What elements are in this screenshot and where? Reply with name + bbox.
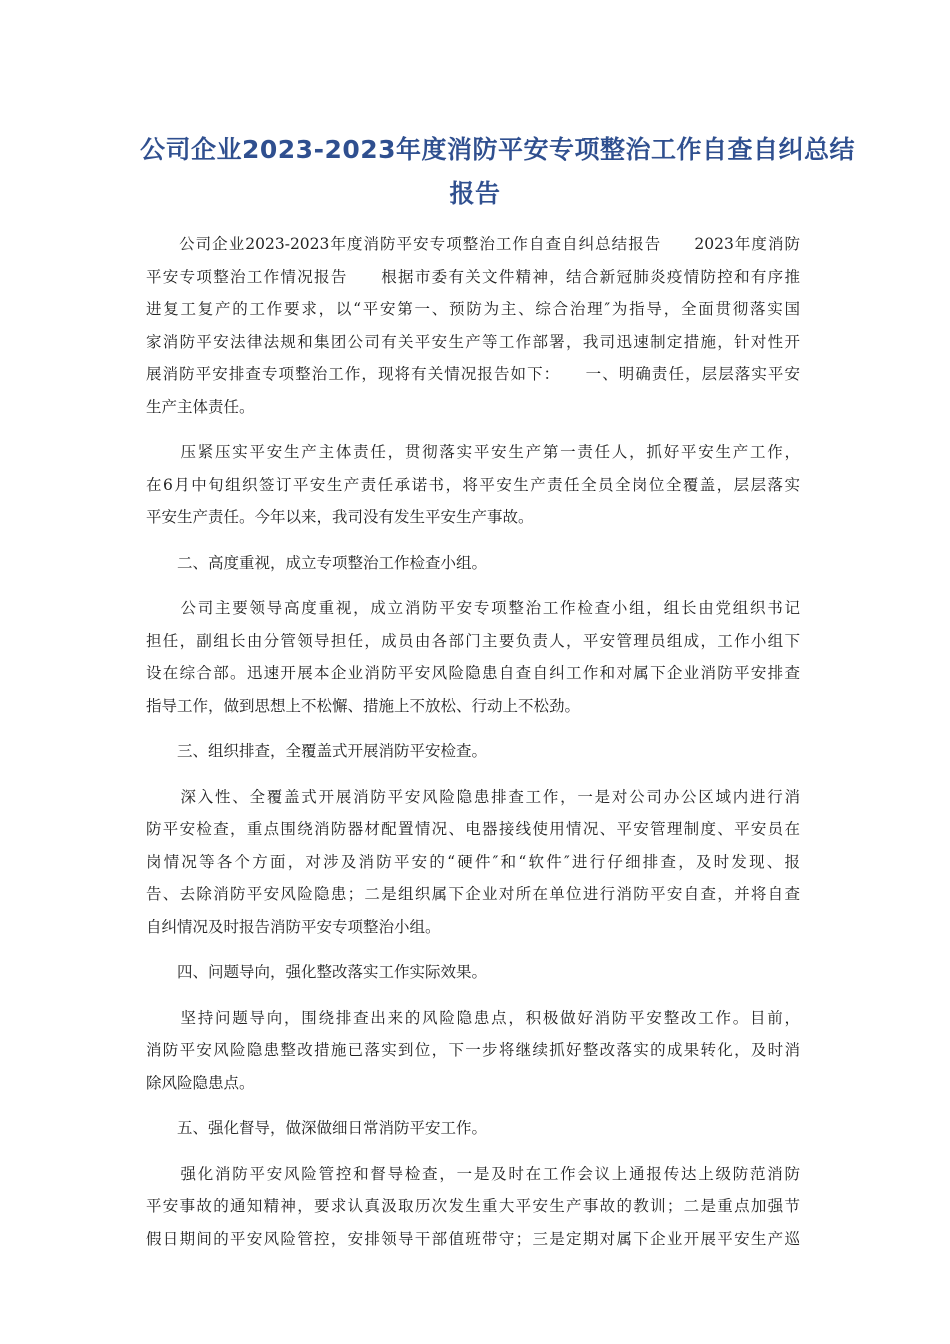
paragraph-responsibility bbox=[146, 436, 800, 534]
section-heading-4 bbox=[146, 956, 800, 989]
section-heading-5 bbox=[146, 1112, 800, 1145]
text-line: 告、去除消防平安风险隐患；二是组织属下企业对所在单位进行消防平安自查，并将自查 bbox=[146, 885, 800, 903]
text-line: 五、强化督导，做深做细日常消防平安工作。 bbox=[146, 1119, 488, 1137]
text-line: 家消防平安法律法规和集团公司有关平安生产等工作部署，我司迅速制定措施，针对性开 bbox=[146, 332, 800, 351]
text-line: 岗情况等各个方面，对涉及消防平安的“硬件″和“软件″进行仔细排查，及时发现、报 bbox=[146, 852, 800, 871]
paragraph-supervision bbox=[146, 1158, 800, 1256]
paragraph-intro bbox=[146, 228, 800, 423]
text-line: 假日期间的平安风险管控，安排领导干部值班带守；三是定期对属下企业开展平安生产巡 bbox=[146, 1229, 800, 1248]
text-line: 平安事故的通知精神，要求认真汲取历次发生重大平安生产事故的教训；二是重点加强节 bbox=[146, 1197, 800, 1215]
text-line: 指导工作，做到思想上不松懈、措施上不放松、行动上不松劲。 bbox=[146, 696, 581, 715]
document-body bbox=[146, 228, 800, 1268]
text-line: 进复工复产的工作要求，以“平安第一、预防为主、综合治理″为指导，全面贯彻落实国 bbox=[146, 300, 800, 318]
text-line: 二、高度重视，成立专项整治工作检查小组。 bbox=[146, 553, 488, 572]
text-line: 平安专项整治工作情况报告 根据市委有关文件精神，结合新冠肺炎疫情防控和有序推 bbox=[146, 267, 800, 286]
paragraph-inspection-team bbox=[146, 592, 800, 722]
text-line: 在6月中旬组织签订平安生产责任承诺书，将平安生产责任全员全岗位全覆盖，层层落实 bbox=[146, 475, 800, 494]
text-line: 三、组织排查，全覆盖式开展消防平安检查。 bbox=[146, 742, 488, 760]
text-line: 除风险隐患点。 bbox=[146, 1073, 255, 1092]
text-line: 生产主体责任。 bbox=[146, 397, 255, 416]
text-line: 坚持问题导向，围绕排查出来的风险隐患点，积极做好消防平安整改工作。目前， bbox=[146, 1008, 800, 1027]
title-line-2: 报告 bbox=[449, 179, 501, 208]
text-line: 四、问题导向，强化整改落实工作实际效果。 bbox=[146, 963, 488, 981]
text-line: 展消防平安排查专项整治工作，现将有关情况报告如下： 一、明确责任，层层落实平安 bbox=[146, 365, 800, 383]
paragraph-rectification bbox=[146, 1002, 800, 1100]
text-line: 公司主要领导高度重视，成立消防平安专项整治工作检查小组，组长由党组织书记 bbox=[146, 599, 800, 617]
section-heading-3 bbox=[146, 735, 800, 768]
document-title bbox=[140, 128, 856, 216]
text-line: 担任，副组长由分管领导担任，成员由各部门主要负责人，平安管理员组成，工作小组下 bbox=[146, 631, 800, 650]
title-line-1: 公司企业2023-2023年度消防平安专项整治工作自查自纠总结 bbox=[140, 135, 856, 164]
text-line: 公司企业2023-2023年度消防平安专项整治工作自查自纠总结报告 2023年度消防 bbox=[146, 235, 800, 253]
paragraph-investigation bbox=[146, 781, 800, 944]
section-heading-2 bbox=[146, 547, 800, 580]
text-line: 深入性、全覆盖式开展消防平安风险隐患排查工作，一是对公司办公区域内进行消 bbox=[146, 787, 800, 806]
text-line: 消防平安风险隐患整改措施已落实到位，下一步将继续抓好整改落实的成果转化，及时消 bbox=[146, 1041, 800, 1059]
text-line: 防平安检查，重点围绕消防器材配置情况、电器接线使用情况、平安管理制度、平安员在 bbox=[146, 820, 800, 838]
text-line: 平安生产责任。今年以来，我司没有发生平安生产事故。 bbox=[146, 508, 534, 526]
text-line: 压紧压实平安生产主体责任，贯彻落实平安生产第一责任人，抓好平安生产工作， bbox=[146, 443, 800, 461]
text-line: 强化消防平安风险管控和督导检查，一是及时在工作会议上通报传达上级防范消防 bbox=[146, 1164, 800, 1183]
text-line: 设在综合部。迅速开展本企业消防平安风险隐患自查自纠工作和对属下企业消防平安排查 bbox=[146, 664, 800, 682]
text-line: 自纠情况及时报告消防平安专项整治小组。 bbox=[146, 917, 441, 936]
